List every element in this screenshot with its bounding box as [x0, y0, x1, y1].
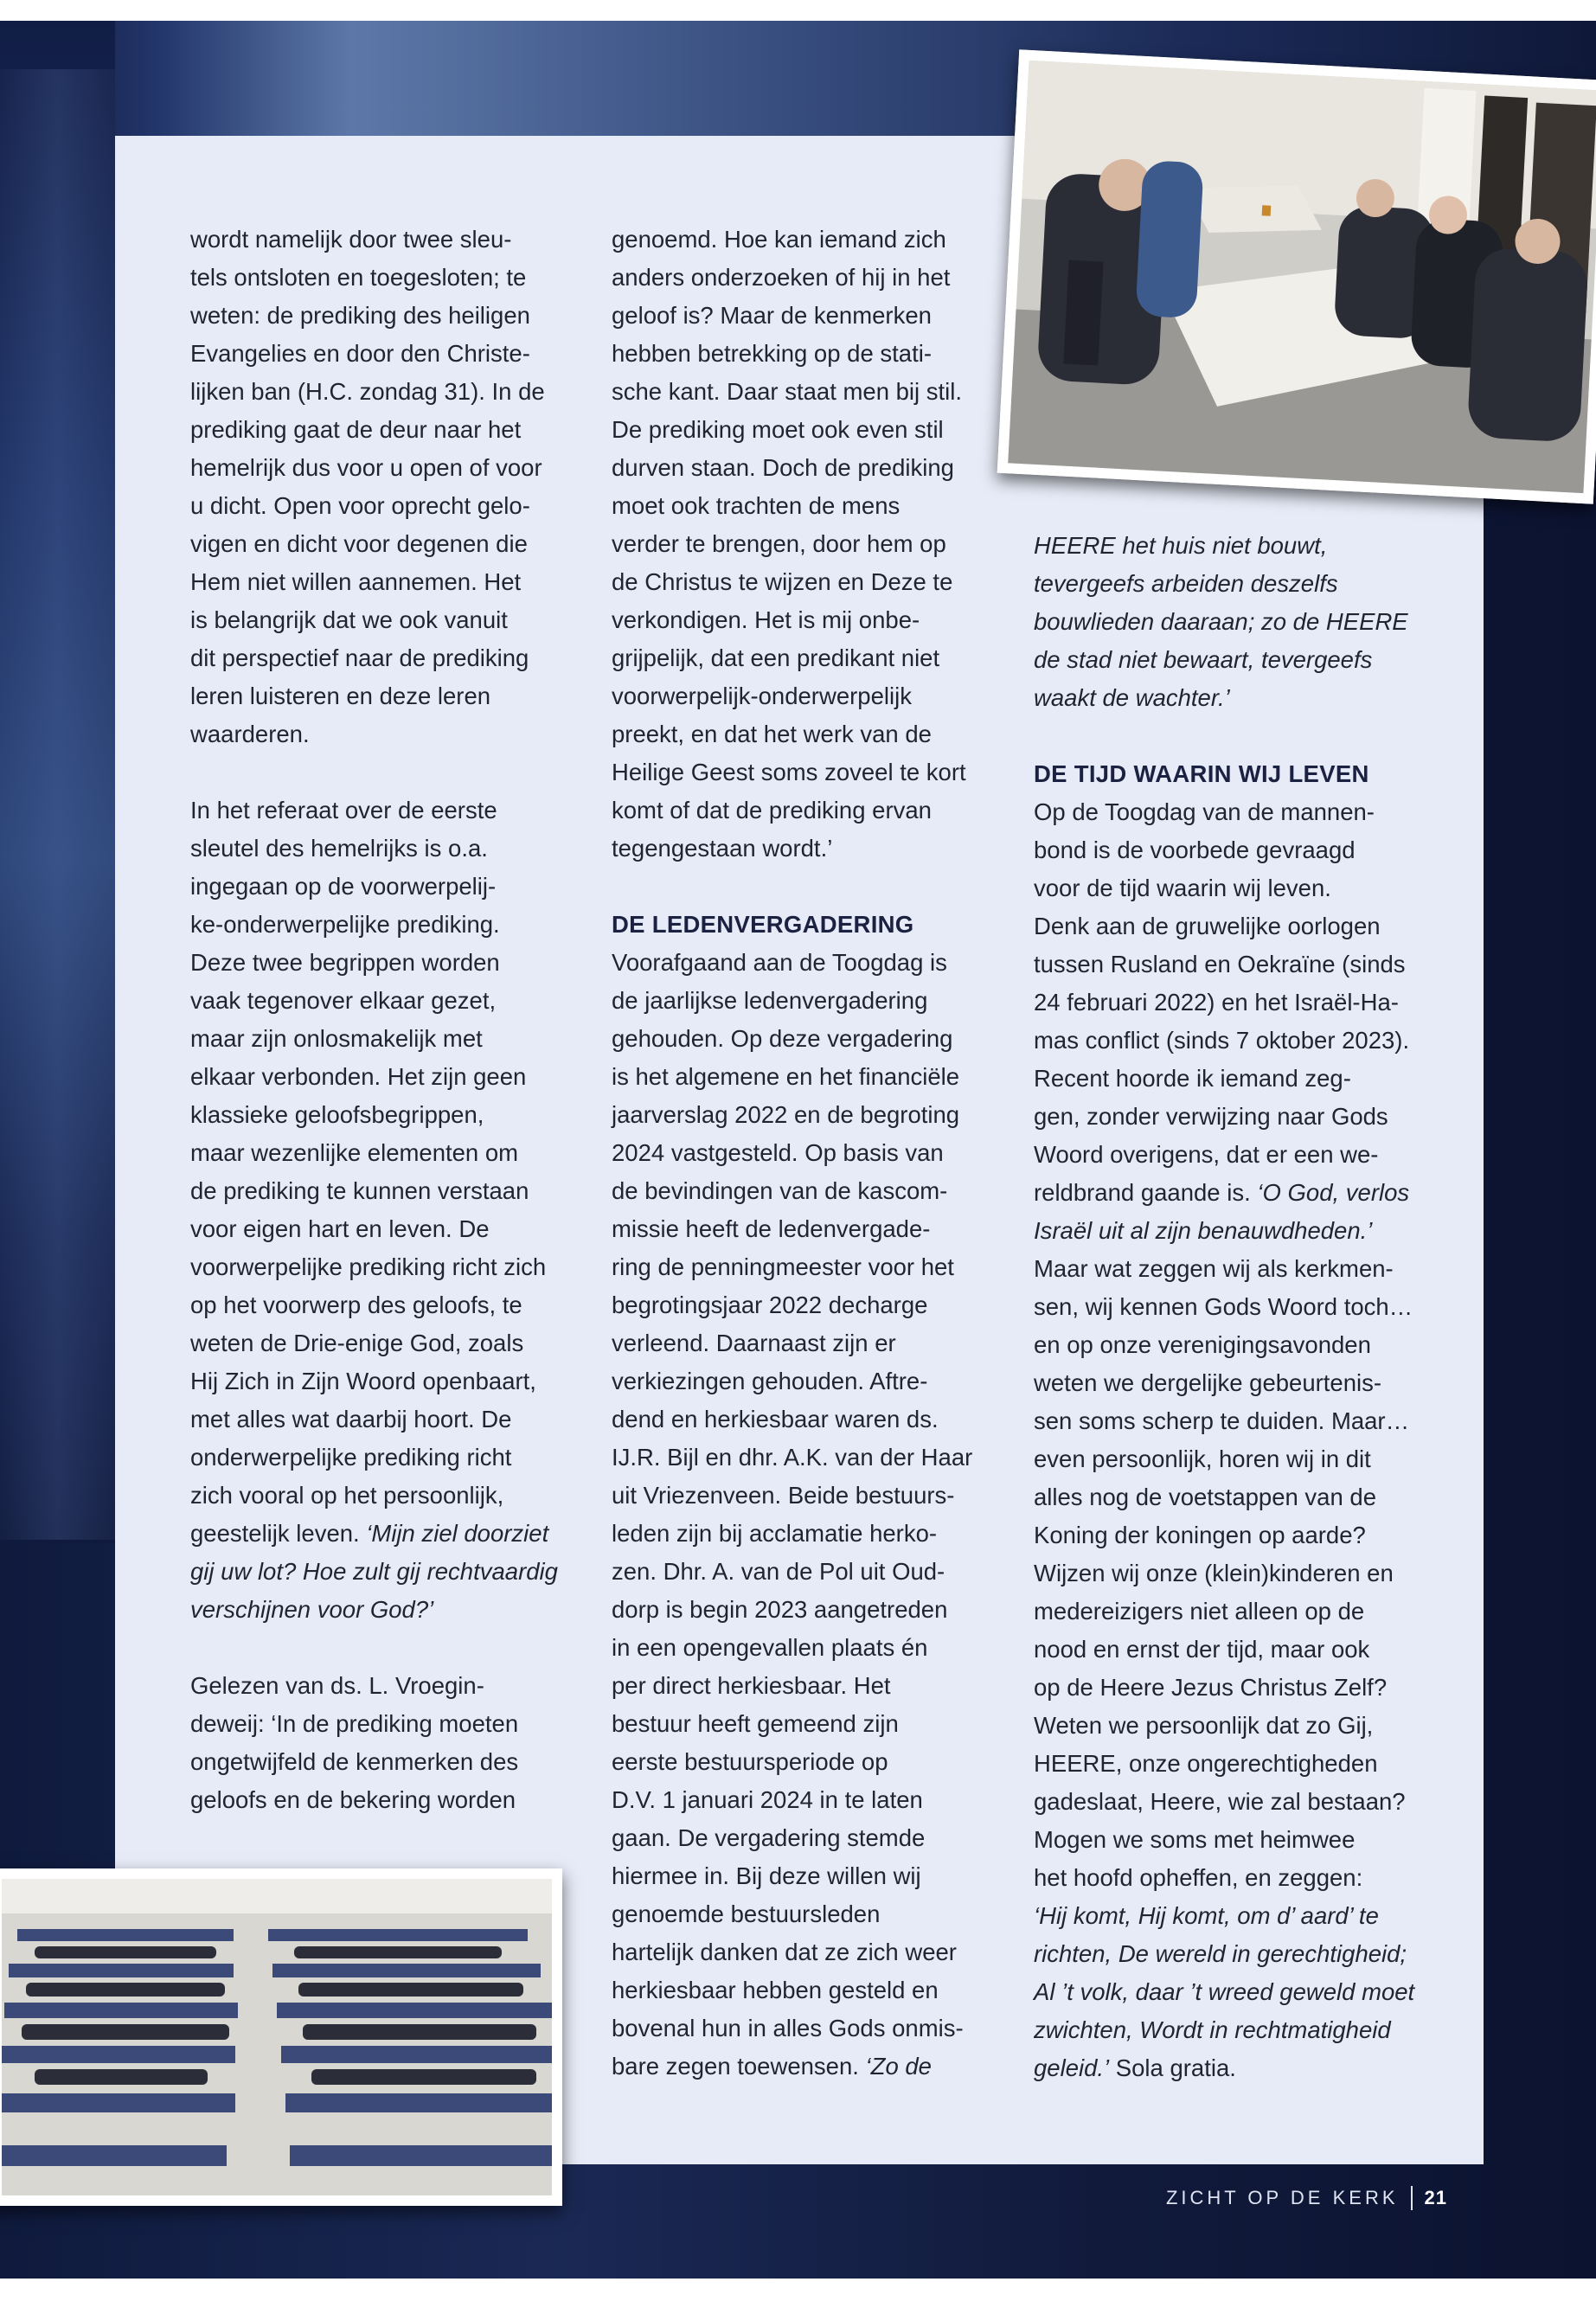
- text-line: bond is de voorbede gevraagd: [1034, 836, 1356, 863]
- article-column-1: [190, 221, 571, 1819]
- text-line: IJ.R. Bijl en dhr. A.K. van der Haar: [612, 1444, 973, 1471]
- text-line: nood en ernst der tijd, maar ook: [1034, 1636, 1370, 1663]
- text-line: op de Heere Jezus Christus Zelf?: [1034, 1674, 1388, 1701]
- text-line: mas conflict (sinds 7 oktober 2023).: [1034, 1027, 1410, 1054]
- text-line: dit perspectief naar de prediking: [190, 644, 529, 671]
- text-line: vaak tegenover elkaar gezet,: [190, 987, 497, 1014]
- text-line: per direct herkiesbaar. Het: [612, 1672, 891, 1699]
- text-line: gen, zonder verwijzing naar Gods: [1034, 1103, 1388, 1130]
- text-line: bovenal hun in alles Gods onmis-: [612, 2015, 964, 2041]
- text-line: weten: de prediking des heiligen: [190, 302, 530, 329]
- text-line: gehouden. Op deze vergadering: [612, 1025, 953, 1052]
- text-line: tussen Rusland en Oekraïne (sinds: [1034, 951, 1406, 977]
- text-line: herkiesbaar hebben gesteld en: [612, 1977, 939, 2003]
- text-line: waarderen.: [190, 721, 310, 747]
- text-line: Al ’t volk, daar ’t wreed geweld moet: [1034, 1978, 1415, 2005]
- text-line: de bevindingen van de kascom-: [612, 1177, 948, 1204]
- text-line: Hem niet willen aannemen. Het: [190, 568, 522, 595]
- text-line: ingegaan op de voorwerpelij-: [190, 873, 497, 900]
- text-line: zwichten, Wordt in rechtmatigheid: [1034, 2016, 1391, 2043]
- text-line: Woord overigens, dat er een we-: [1034, 1141, 1379, 1168]
- text-line: lijken ban (H.C. zondag 31). In de: [190, 378, 545, 405]
- text-line: deweij: ‘In de prediking moeten: [190, 1710, 519, 1737]
- text-line: Israël uit al zijn benauwdheden.’: [1034, 1217, 1373, 1244]
- text-line: eerste bestuursperiode op: [612, 1748, 888, 1775]
- text-line: In het referaat over de eerste: [190, 797, 497, 824]
- section-heading: DE LEDENVERGADERING: [612, 911, 914, 938]
- photo-church-assembly: [0, 1868, 562, 2206]
- footer-separator: [1411, 2186, 1413, 2210]
- text-line: de stad niet bewaart, tevergeefs: [1034, 646, 1373, 673]
- text-line: weten we dergelijke gebeurtenis-: [1034, 1369, 1382, 1396]
- text-line: vigen en dicht voor degenen die: [190, 530, 528, 557]
- text-line: preekt, en dat het werk van de: [612, 721, 932, 747]
- text-line: ke-onderwerpelijke prediking.: [190, 911, 500, 938]
- text-line: prediking gaat de deur naar het: [190, 416, 522, 443]
- text-line: Recent hoorde ik iemand zeg-: [1034, 1065, 1351, 1092]
- text-line: voorwerpelijk-onderwerpelijk: [612, 683, 912, 709]
- text-line: D.V. 1 januari 2024 in te laten: [612, 1786, 923, 1813]
- text-line: 2024 vastgesteld. Op basis van: [612, 1139, 944, 1166]
- text-line: Heilige Geest soms zoveel te kort: [612, 759, 966, 785]
- text-line: gadeslaat, Heere, wie zal bestaan?: [1034, 1788, 1406, 1815]
- text-line: Evangelies en door den Christe-: [190, 340, 530, 367]
- text-line: de Christus te wijzen en Deze te: [612, 568, 953, 595]
- text-line: medereizigers niet alleen op de: [1034, 1598, 1365, 1625]
- text-line: verder te brengen, door hem op: [612, 530, 946, 557]
- text-line: sen soms scherp te duiden. Maar…: [1034, 1407, 1410, 1434]
- text-line: [612, 868, 992, 906]
- text-line: weten de Drie-enige God, zoals: [190, 1330, 524, 1356]
- text-line: richten, De wereld in gerechtigheid;: [1034, 1940, 1407, 1967]
- text-line: op het voorwerp des geloofs, te: [190, 1292, 522, 1318]
- text-line: dorp is begin 2023 aangetreden: [612, 1596, 948, 1623]
- text-line: tevergeefs arbeiden deszelfs: [1034, 570, 1338, 597]
- text-line: [190, 753, 571, 792]
- text-line: hebben betrekking op de stati-: [612, 340, 932, 367]
- text-line: hartelijk danken dat ze zich weer: [612, 1939, 957, 1965]
- text-line: gaan. De vergadering stemde: [612, 1824, 926, 1851]
- text-line: sen, wij kennen Gods Woord toch…: [1034, 1293, 1413, 1320]
- text-line: jaarverslag 2022 en de begroting: [612, 1101, 960, 1128]
- text-line: 24 februari 2022) en het Israël-Ha-: [1034, 989, 1399, 1016]
- text-line: durven staan. Doch de prediking: [612, 454, 954, 481]
- text-line: is belangrijk dat we ook vanuit: [190, 606, 508, 633]
- text-line: tegengestaan wordt.’: [612, 835, 833, 862]
- text-line: leden zijn bij acclamatie herko-: [612, 1520, 938, 1547]
- magazine-name: ZICHT OP DE KERK: [1165, 2187, 1399, 2208]
- section-heading: DE TIJD WAARIN WIJ LEVEN: [1034, 760, 1369, 787]
- text-line: Voorafgaand aan de Toogdag is: [612, 949, 947, 976]
- text-line: en op onze verenigingsavonden: [1034, 1331, 1371, 1358]
- text-line: ring de penningmeester voor het: [612, 1253, 954, 1280]
- text-line: klassieke geloofsbegrippen,: [190, 1101, 484, 1128]
- text-line: bouwlieden daaraan; zo de HEERE: [1034, 608, 1408, 635]
- text-line: Denk aan de gruwelijke oorlogen: [1034, 913, 1381, 939]
- text-line: de jaarlijkse ledenvergadering: [612, 987, 928, 1014]
- text-line: De prediking moet ook even stil: [612, 416, 944, 443]
- text-line: reldbrand gaande is. ‘O God, verlos: [1034, 1179, 1410, 1206]
- text-line: Mogen we soms met heimwee: [1034, 1826, 1356, 1853]
- text-line: verkondigen. Het is mij onbe-: [612, 606, 920, 633]
- text-line: genoemd. Hoe kan iemand zich: [612, 226, 946, 253]
- text-line: waakt de wachter.’: [1034, 684, 1230, 711]
- text-line: elkaar verbonden. Het zijn geen: [190, 1063, 527, 1090]
- text-line: HEERE het huis niet bouwt,: [1034, 532, 1328, 559]
- text-line: voor de tijd waarin wij leven.: [1034, 875, 1331, 901]
- text-line: bare zegen toewensen. ‘Zo de: [612, 2053, 932, 2080]
- text-line: hiermee in. Bij deze willen wij: [612, 1862, 921, 1889]
- text-line: Deze twee begrippen worden: [190, 949, 500, 976]
- text-line: Gelezen van ds. L. Vroegin-: [190, 1672, 484, 1699]
- text-line: Hij Zich in Zijn Woord openbaart,: [190, 1368, 536, 1394]
- page-number: 21: [1424, 2187, 1447, 2208]
- text-line: wordt namelijk door twee sleu-: [190, 226, 512, 253]
- text-line: is het algemene en het financiële: [612, 1063, 960, 1090]
- text-line: hemelrijk dus voor u open of voor: [190, 454, 542, 481]
- text-line: zich vooral op het persoonlijk,: [190, 1482, 504, 1509]
- text-line: bestuur heeft gemeend zijn: [612, 1710, 899, 1737]
- text-line: Op de Toogdag van de mannen-: [1034, 798, 1375, 825]
- text-line: maar zijn onlosmakelijk met: [190, 1025, 483, 1052]
- text-line: [1034, 717, 1414, 755]
- article-column-2: [612, 221, 992, 2086]
- text-line: geloof is? Maar de kenmerken: [612, 302, 932, 329]
- text-line: u dicht. Open voor oprecht gelo-: [190, 492, 530, 519]
- text-line: geestelijk leven. ‘Mijn ziel doorziet: [190, 1520, 549, 1547]
- text-line: dend en herkiesbaar waren ds.: [612, 1406, 939, 1433]
- text-line: alles nog de voetstappen van de: [1034, 1484, 1376, 1510]
- text-line: even persoonlijk, horen wij in dit: [1034, 1445, 1371, 1472]
- text-line: [190, 1629, 571, 1667]
- page-footer: [1166, 2186, 1447, 2210]
- text-line: de prediking te kunnen verstaan: [190, 1177, 529, 1204]
- text-line: begrotingsjaar 2022 decharge: [612, 1292, 928, 1318]
- photo-meeting-room: [997, 49, 1596, 503]
- text-line: voor eigen hart en leven. De: [190, 1215, 490, 1242]
- text-line: anders onderzoeken of hij in het: [612, 264, 951, 291]
- text-line: gij uw lot? Hoe zult gij rechtvaardig: [190, 1558, 558, 1585]
- text-line: het hoofd opheffen, en zeggen:: [1034, 1864, 1363, 1891]
- text-line: verkiezingen gehouden. Aftre-: [612, 1368, 928, 1394]
- text-line: HEERE, onze ongerechtigheden: [1034, 1750, 1378, 1777]
- text-line: Maar wat zeggen wij als kerkmen-: [1034, 1255, 1394, 1282]
- text-line: ‘Hij komt, Hij komt, om d’ aard’ te: [1034, 1902, 1379, 1929]
- text-line: moet ook trachten de mens: [612, 492, 901, 519]
- text-line: Wijzen wij onze (klein)kinderen en: [1034, 1560, 1394, 1586]
- text-line: onderwerpelijke prediking richt: [190, 1444, 512, 1471]
- text-line: missie heeft de ledenvergade-: [612, 1215, 931, 1242]
- text-line: grijpelijk, dat een predikant niet: [612, 644, 940, 671]
- left-decor-shine: [0, 69, 115, 1540]
- text-line: ongetwijfeld de kenmerken des: [190, 1748, 519, 1775]
- text-line: tels ontsloten en toegesloten; te: [190, 264, 527, 291]
- text-line: geleid.’ Sola gratia.: [1034, 2054, 1236, 2081]
- text-line: genoemde bestuursleden: [612, 1900, 881, 1927]
- text-line: sche kant. Daar staat men bij stil.: [612, 378, 963, 405]
- text-line: in een opengevallen plaats én: [612, 1634, 928, 1661]
- text-line: uit Vriezenveen. Beide bestuurs-: [612, 1482, 955, 1509]
- text-line: maar wezenlijke elementen om: [190, 1139, 519, 1166]
- text-line: Weten we persoonlijk dat zo Gij,: [1034, 1712, 1374, 1739]
- text-line: verleend. Daarnaast zijn er: [612, 1330, 896, 1356]
- text-line: geloofs en de bekering worden: [190, 1786, 516, 1813]
- text-line: verschijnen voor God?’: [190, 1596, 434, 1623]
- text-line: met alles wat daarbij hoort. De: [190, 1406, 512, 1433]
- text-line: Koning der koningen op aarde?: [1034, 1522, 1366, 1548]
- text-line: komt of dat de prediking ervan: [612, 797, 932, 824]
- text-line: sleutel des hemelrijks is o.a.: [190, 835, 488, 862]
- text-line: leren luisteren en deze leren: [190, 683, 491, 709]
- article-column-3: [1034, 527, 1414, 2087]
- text-line: zen. Dhr. A. van de Pol uit Oud-: [612, 1558, 945, 1585]
- text-line: voorwerpelijke prediking richt zich: [190, 1253, 547, 1280]
